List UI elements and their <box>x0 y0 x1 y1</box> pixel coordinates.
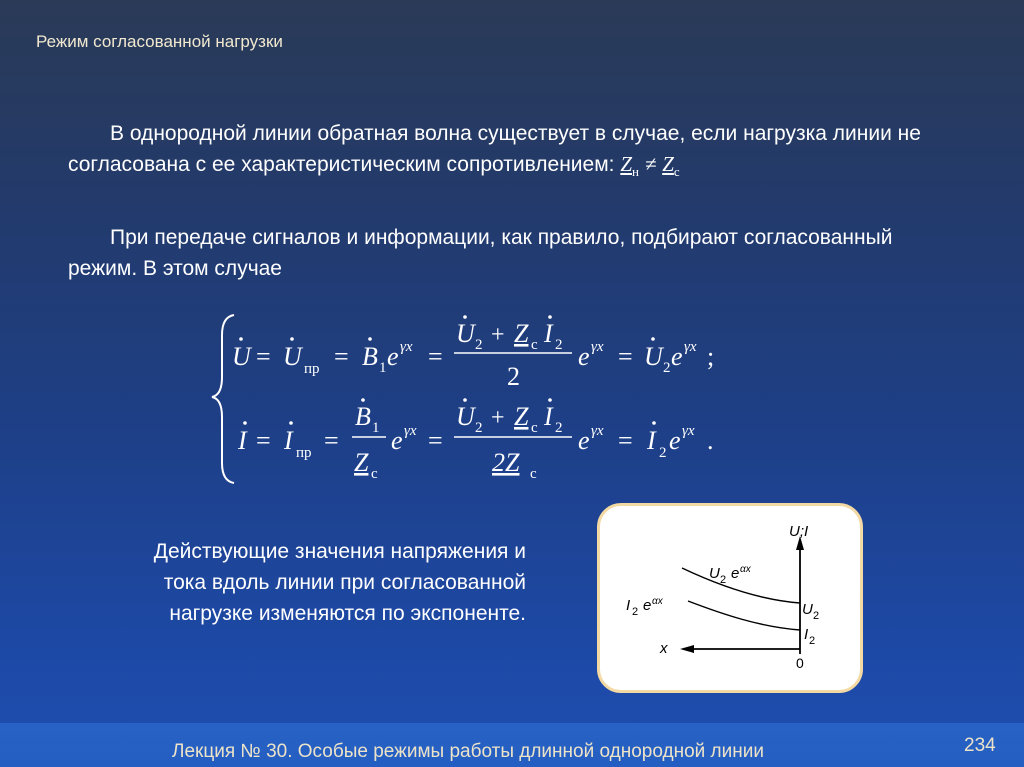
curve-i-label-sub: 2 <box>632 606 639 618</box>
curve-u-label-sub: 2 <box>720 574 727 586</box>
eq1-num-c-dot <box>548 315 552 319</box>
eq2-num-a-dot <box>463 398 467 402</box>
eq2-num-c: I <box>544 402 553 431</box>
eq2-result-sub: 2 <box>659 445 667 461</box>
eq1-term3: B <box>362 342 378 371</box>
eq2-num-b-sub: с <box>531 420 538 436</box>
eq1-result: U <box>644 342 663 371</box>
paragraph-2-text: При передаче сигналов и информации, как правило, подбирают согласованный режим. В этом случае <box>68 226 893 280</box>
eq1-num-a: U <box>456 319 475 348</box>
eq1-eq3: = <box>428 342 443 371</box>
u2-label: U <box>802 601 813 618</box>
eq1-term2: U <box>283 342 302 371</box>
eq1-num-b-sub: с <box>531 337 538 353</box>
eq2-exp-sup: γx <box>404 423 417 439</box>
system-brace <box>212 315 234 483</box>
eq1-den: 2 <box>507 362 520 391</box>
eq2-frac1-den: Z <box>354 448 369 477</box>
eq1-result-sub: 2 <box>663 360 671 376</box>
eq2-term2-sub: пр <box>296 445 312 461</box>
eq1-term3-sub: 1 <box>379 360 387 376</box>
equation-1 <box>232 315 714 391</box>
eq2-frac1-num-sub: 1 <box>372 420 380 436</box>
eq1-result-dot <box>651 337 655 341</box>
eq2-exp3-sup: γx <box>682 423 695 439</box>
paragraph-1-text: В однородной линии обратная волна существует в случае, если нагрузка линии не согласована с ее характеристическим сопротивлением: <box>68 122 921 176</box>
eq1-term2-dot <box>290 337 294 341</box>
eq2-eq4: = <box>618 426 633 455</box>
formula-zc-sub: с <box>673 164 680 180</box>
origin-label: 0 <box>796 655 804 671</box>
eq2-den-sub: с <box>530 466 537 482</box>
note-text: Действующие значения напряжения и тока вдоль линии при согласованной нагрузке изменяются по экспоненте. <box>153 540 526 625</box>
eq2-result: I <box>647 426 656 455</box>
formula-zn: Z <box>620 152 633 176</box>
eq1-eq4: = <box>618 342 633 371</box>
eq2-eq2: = <box>324 426 339 455</box>
eq2-term2-dot <box>289 421 293 425</box>
eq1-exp3-sup: γx <box>684 339 697 355</box>
slide-title: Режим согласованной нагрузки <box>36 32 283 51</box>
eq2-num-a-sub: 2 <box>475 420 483 436</box>
i2-label-sub: 2 <box>809 635 816 647</box>
equation-system-svg <box>210 305 750 490</box>
eq2-num-a: U <box>456 402 475 431</box>
eq2-exp2-sup: γx <box>591 423 604 439</box>
graph-panel <box>597 503 863 693</box>
eq1-end: ; <box>707 342 715 371</box>
page-number: 234 <box>964 735 996 756</box>
eq1-eq1: = <box>256 342 271 371</box>
formula-neq: ≠ <box>644 152 657 176</box>
eq1-eq2: = <box>334 342 349 371</box>
eq1-exp3: e <box>671 342 683 371</box>
eq2-term2: I <box>284 426 293 455</box>
eq2-frac1-num-dot <box>361 398 365 402</box>
eq1-exp2-sup: γx <box>591 339 604 355</box>
eq1-exp2: e <box>578 342 590 371</box>
eq2-result-dot <box>652 421 656 425</box>
curve-i-label: I <box>626 597 631 614</box>
eq1-term2-sub: пр <box>304 361 320 377</box>
eq1-num-c-sub: 2 <box>555 337 563 353</box>
formula-zc: Z <box>662 152 674 176</box>
footer-text: Лекция № 30. Особые режимы работы длинной однородной линии <box>172 741 764 762</box>
mismatch-formula <box>620 152 680 180</box>
eq2-lhs-dot <box>243 421 247 425</box>
eq1-lhs-dot <box>239 337 243 341</box>
curve-u-label: U <box>709 565 720 582</box>
eq1-num-a-dot <box>463 315 467 319</box>
eq1-num-b: Z <box>514 319 529 348</box>
eq2-eq1: = <box>256 426 271 455</box>
eq1-exp: e <box>387 342 399 371</box>
eq1-term3-dot <box>368 337 372 341</box>
graph-svg <box>600 506 860 690</box>
eq2-num-plus: + <box>491 405 505 431</box>
paragraph-2 <box>68 222 928 284</box>
eq1-lhs: U <box>232 342 251 371</box>
eq2-exp2: e <box>578 426 590 455</box>
equation-system <box>210 305 750 495</box>
eq1-num-a-sub: 2 <box>475 337 483 353</box>
eq2-num-b: Z <box>514 402 529 431</box>
eq2-den: 2Z <box>492 448 520 477</box>
equation-2 <box>237 398 714 482</box>
eq2-num-c-sub: 2 <box>555 420 563 436</box>
curve-u-exp-sup: αx <box>740 564 751 575</box>
formula-zn-sub: н <box>632 164 639 180</box>
eq1-exp-sup: γx <box>400 339 413 355</box>
eq2-end: . <box>707 426 714 455</box>
u2-label-sub: 2 <box>813 610 820 622</box>
paragraph-1 <box>68 118 928 187</box>
curve-i-exp-sup: αx <box>652 596 663 607</box>
eq2-exp: e <box>391 426 403 455</box>
y-axis-label: U;I <box>789 523 809 540</box>
curve-i <box>688 601 800 630</box>
eq2-lhs: I <box>238 426 247 455</box>
eq1-num-plus: + <box>491 322 505 348</box>
eq1-num-c: I <box>544 319 553 348</box>
eq2-num-c-dot <box>548 398 552 402</box>
eq2-frac1-den-sub: с <box>371 466 378 482</box>
eq2-eq3: = <box>428 426 443 455</box>
x-axis-arrow <box>680 645 694 653</box>
x-axis-label: x <box>660 640 668 657</box>
eq2-frac1-num: B <box>355 402 371 431</box>
curve-u-exp: e <box>731 565 740 582</box>
i2-label: I <box>804 626 809 643</box>
eq2-exp3: e <box>669 426 681 455</box>
curve-i-exp: e <box>643 597 652 614</box>
